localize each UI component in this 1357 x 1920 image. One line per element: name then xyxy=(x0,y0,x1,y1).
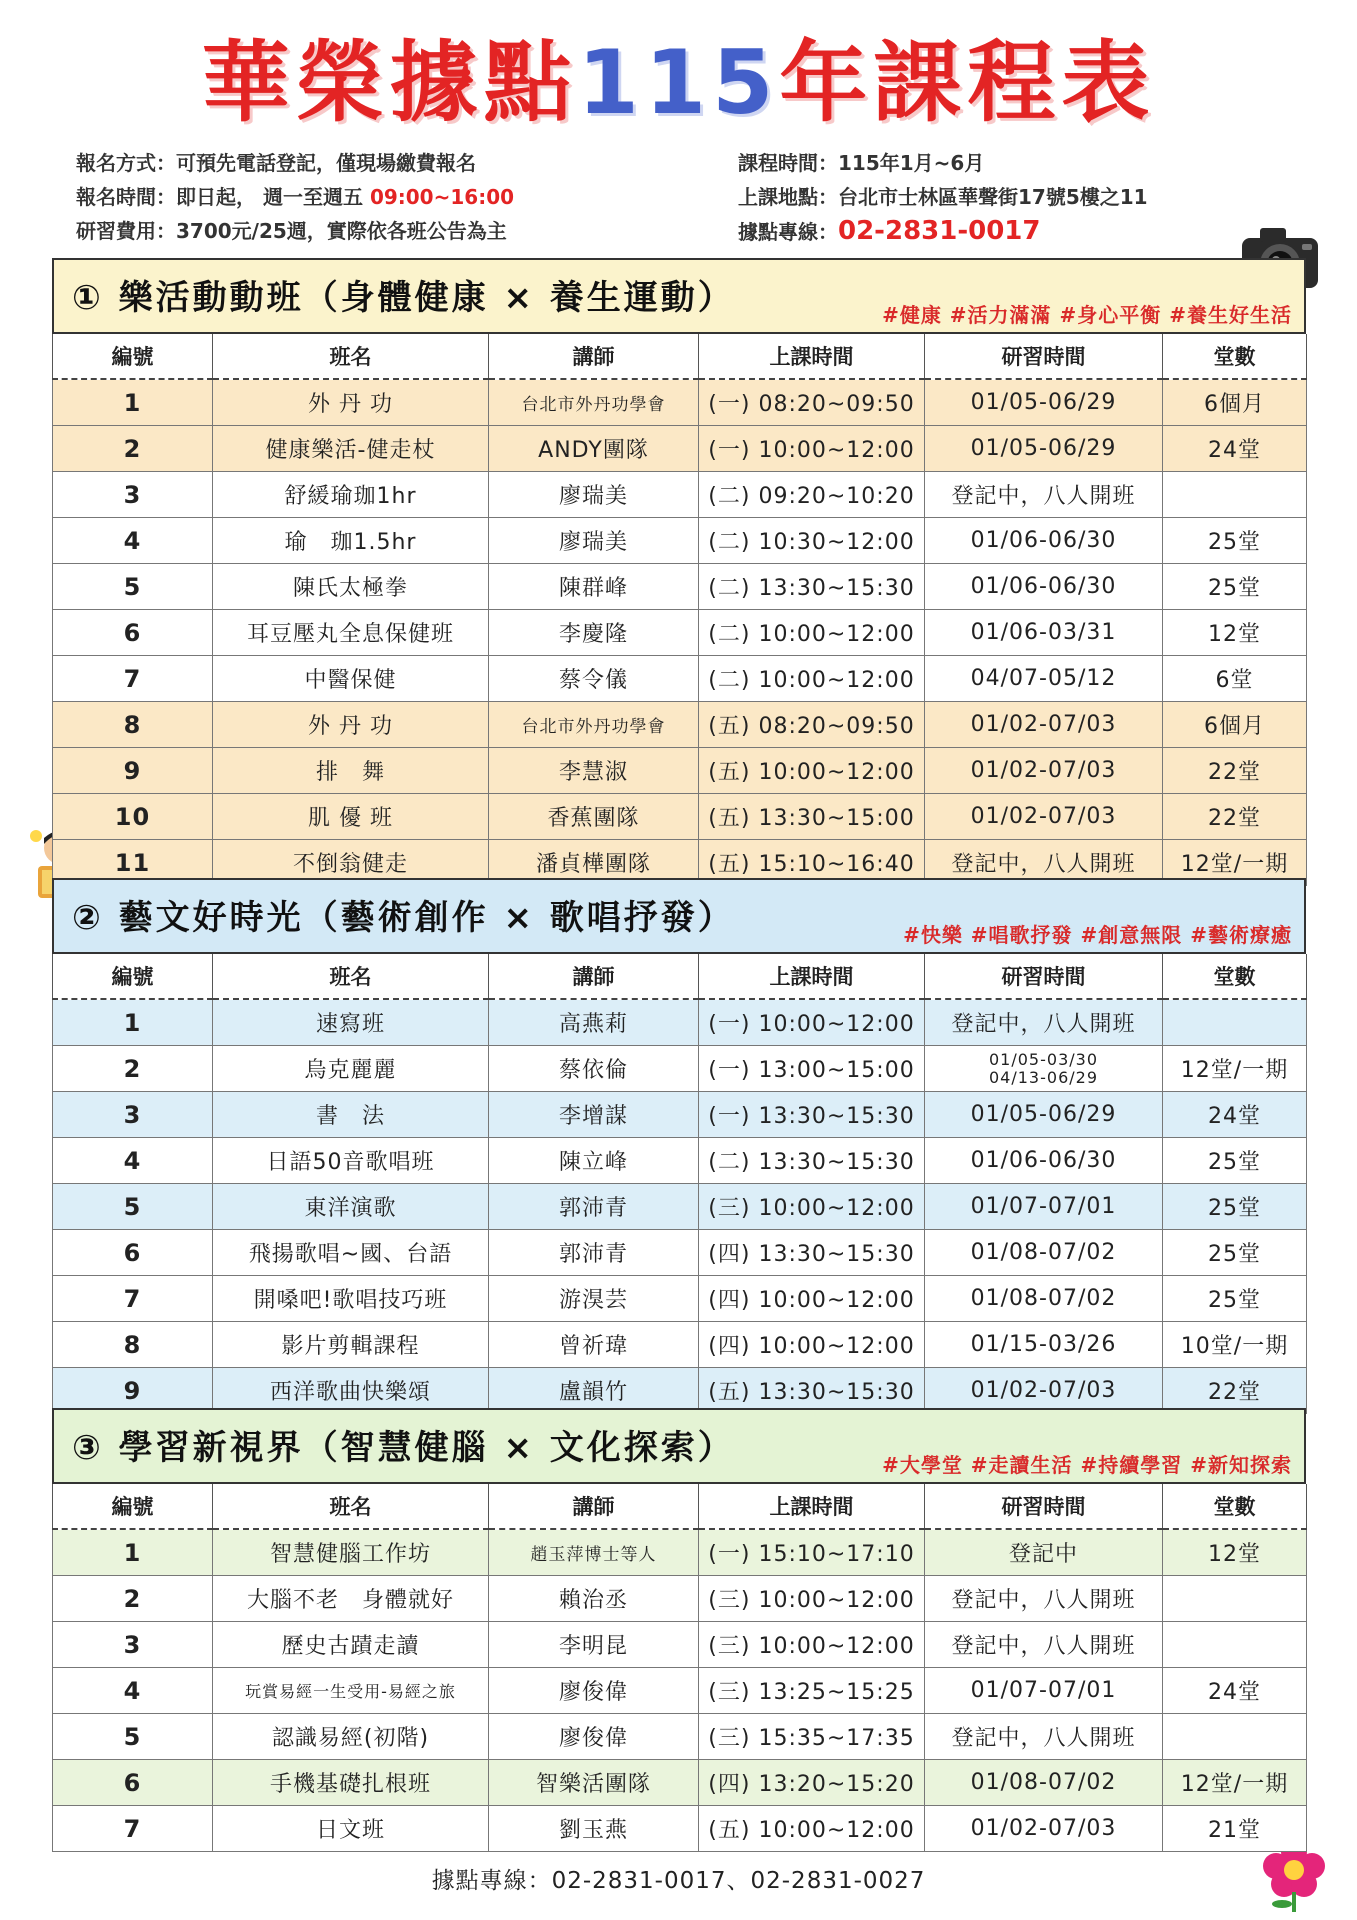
cell-teacher: 劉玉燕 xyxy=(489,1806,699,1852)
cell-teacher: 游湨芸 xyxy=(489,1276,699,1322)
cell-class-time: (二) 13:30~15:30 xyxy=(699,1138,925,1184)
cell-number: 2 xyxy=(53,1046,213,1092)
title-part2: 115 xyxy=(577,31,780,134)
cell-teacher: 蔡令儀 xyxy=(489,656,699,702)
cell-period: 登記中，八人開班 xyxy=(925,1576,1163,1622)
table-row xyxy=(53,1138,1307,1184)
cell-sessions: 25堂 xyxy=(1163,1138,1307,1184)
cell-period: 01/08-07/02 xyxy=(925,1276,1163,1322)
info-row-hotline: 據點專線：02-2831-0017 xyxy=(738,216,1041,246)
section-2 xyxy=(52,878,1306,1414)
cell-teacher: 潘貞樺團隊 xyxy=(489,840,699,886)
cell-teacher: 郭沛青 xyxy=(489,1184,699,1230)
cell-number: 5 xyxy=(53,1714,213,1760)
cell-sessions: 6堂 xyxy=(1163,656,1307,702)
section-title: ② 藝文好時光（藝術創作 × 歌唱抒發） xyxy=(72,898,735,938)
cell-sessions xyxy=(1163,472,1307,518)
cell-number: 9 xyxy=(53,1368,213,1414)
cell-teacher: 李明昆 xyxy=(489,1622,699,1668)
cell-number: 9 xyxy=(53,748,213,794)
cell-period: 01/02-07/03 xyxy=(925,748,1163,794)
cell-class-name: 健康樂活-健走杖 xyxy=(213,426,489,472)
cell-class-name: 智慧健腦工作坊 xyxy=(213,1529,489,1576)
cell-number: 7 xyxy=(53,1276,213,1322)
section-title: ① 樂活動動班（身體健康 × 養生運動） xyxy=(72,278,735,318)
cell-class-name: 肌 優 班 xyxy=(213,794,489,840)
cell-class-time: (五) 13:30~15:00 xyxy=(699,794,925,840)
cell-class-name: 日文班 xyxy=(213,1806,489,1852)
cell-sessions: 6個月 xyxy=(1163,379,1307,426)
cell-sessions: 24堂 xyxy=(1163,1092,1307,1138)
cell-sessions: 24堂 xyxy=(1163,426,1307,472)
section-tags: #健康 #活力滿滿 #身心平衡 #養生好生活 xyxy=(882,303,1292,327)
cell-period: 01/07-07/01 xyxy=(925,1668,1163,1714)
course-table xyxy=(52,1484,1307,1852)
cell-class-name: 烏克麗麗 xyxy=(213,1046,489,1092)
col-teacher: 講師 xyxy=(489,334,699,379)
cell-class-name: 排 舞 xyxy=(213,748,489,794)
cell-class-time: (五) 10:00~12:00 xyxy=(699,748,925,794)
cell-number: 7 xyxy=(53,1806,213,1852)
cell-sessions: 25堂 xyxy=(1163,1230,1307,1276)
cell-class-time: (一) 15:10~17:10 xyxy=(699,1529,925,1576)
cell-class-name: 日語50音歌唱班 xyxy=(213,1138,489,1184)
cell-period: 01/02-07/03 xyxy=(925,794,1163,840)
cell-class-time: (二) 10:00~12:00 xyxy=(699,610,925,656)
cell-class-name: 陳氏太極拳 xyxy=(213,564,489,610)
info-right xyxy=(738,146,1148,249)
table-header-row xyxy=(53,954,1307,999)
table-row xyxy=(53,1668,1307,1714)
cell-number: 6 xyxy=(53,610,213,656)
cell-sessions xyxy=(1163,1576,1307,1622)
cell-number: 11 xyxy=(53,840,213,886)
cell-class-time: (五) 15:10~16:40 xyxy=(699,840,925,886)
cell-period: 登記中，八人開班 xyxy=(925,999,1163,1046)
cell-class-name: 書 法 xyxy=(213,1092,489,1138)
cell-teacher: 郭沛青 xyxy=(489,1230,699,1276)
cell-teacher: 廖俊偉 xyxy=(489,1668,699,1714)
cell-sessions: 12堂/一期 xyxy=(1163,1046,1307,1092)
cell-class-name: 外 丹 功 xyxy=(213,379,489,426)
col-number: 編號 xyxy=(53,334,213,379)
cell-number: 6 xyxy=(53,1230,213,1276)
cell-period: 04/07-05/12 xyxy=(925,656,1163,702)
col-number: 編號 xyxy=(53,1484,213,1529)
cell-class-time: (一) 13:30~15:30 xyxy=(699,1092,925,1138)
cell-number: 5 xyxy=(53,564,213,610)
cell-period: 01/07-07/01 xyxy=(925,1184,1163,1230)
cell-class-time: (四) 10:00~12:00 xyxy=(699,1322,925,1368)
cell-period: 登記中，八人開班 xyxy=(925,1714,1163,1760)
cell-sessions: 25堂 xyxy=(1163,1276,1307,1322)
cell-class-name: 大腦不老 身體就好 xyxy=(213,1576,489,1622)
cell-period: 01/08-07/02 xyxy=(925,1230,1163,1276)
cell-teacher: 台北市外丹功學會 xyxy=(489,702,699,748)
table-row xyxy=(53,748,1307,794)
info-row-course-time: 課程時間：115年1月~6月 xyxy=(738,151,985,175)
cell-sessions: 6個月 xyxy=(1163,702,1307,748)
cell-number: 1 xyxy=(53,379,213,426)
cell-class-name: 瑜 珈1.5hr xyxy=(213,518,489,564)
section-tags: #大學堂 #走讀生活 #持續學習 #新知探索 xyxy=(882,1453,1292,1477)
cell-class-time: (三) 10:00~12:00 xyxy=(699,1576,925,1622)
cell-sessions: 25堂 xyxy=(1163,1184,1307,1230)
cell-class-name: 玩賞易經一生受用-易經之旅 xyxy=(213,1668,489,1714)
info-row-fee: 研習費用：3700元/25週，實際依各班公告為主 xyxy=(76,219,507,243)
table-row xyxy=(53,1046,1307,1092)
col-teacher: 講師 xyxy=(489,954,699,999)
table-row xyxy=(53,1714,1307,1760)
table-row xyxy=(53,999,1307,1046)
col-period: 研習時間 xyxy=(925,954,1163,999)
cell-class-name: 中醫保健 xyxy=(213,656,489,702)
table-row xyxy=(53,1760,1307,1806)
cell-class-name: 影片剪輯課程 xyxy=(213,1322,489,1368)
table-row xyxy=(53,794,1307,840)
cell-teacher: 陳立峰 xyxy=(489,1138,699,1184)
cell-sessions: 21堂 xyxy=(1163,1806,1307,1852)
cell-class-time: (一) 10:00~12:00 xyxy=(699,999,925,1046)
cell-class-name: 外 丹 功 xyxy=(213,702,489,748)
cell-class-time: (二) 10:30~12:00 xyxy=(699,518,925,564)
cell-sessions: 22堂 xyxy=(1163,748,1307,794)
cell-teacher: 高燕莉 xyxy=(489,999,699,1046)
table-row xyxy=(53,379,1307,426)
cell-class-time: (三) 10:00~12:00 xyxy=(699,1184,925,1230)
table-row xyxy=(53,564,1307,610)
cell-sessions: 12堂 xyxy=(1163,1529,1307,1576)
info-row-signup-method: 報名方式：可預先電話登記，僅現場繳費報名 xyxy=(76,151,476,175)
cell-number: 5 xyxy=(53,1184,213,1230)
cell-sessions: 12堂/一期 xyxy=(1163,840,1307,886)
cell-teacher: 李慶隆 xyxy=(489,610,699,656)
table-row xyxy=(53,1322,1307,1368)
col-sessions: 堂數 xyxy=(1163,1484,1307,1529)
cell-number: 4 xyxy=(53,1138,213,1184)
cell-class-time: (一) 13:00~15:00 xyxy=(699,1046,925,1092)
cell-class-time: (三) 15:35~17:35 xyxy=(699,1714,925,1760)
table-row xyxy=(53,1806,1307,1852)
table-row xyxy=(53,1529,1307,1576)
cell-period: 01/06-03/31 xyxy=(925,610,1163,656)
cell-class-name: 手機基礎扎根班 xyxy=(213,1760,489,1806)
table-row xyxy=(53,1622,1307,1668)
cell-class-name: 速寫班 xyxy=(213,999,489,1046)
cell-class-name: 舒緩瑜珈1hr xyxy=(213,472,489,518)
cell-number: 8 xyxy=(53,1322,213,1368)
cell-number: 4 xyxy=(53,1668,213,1714)
cell-number: 7 xyxy=(53,656,213,702)
cell-sessions: 10堂/一期 xyxy=(1163,1322,1307,1368)
cell-sessions: 22堂 xyxy=(1163,1368,1307,1414)
cell-class-name: 耳豆壓丸全息保健班 xyxy=(213,610,489,656)
cell-class-name: 開嗓吧!歌唱技巧班 xyxy=(213,1276,489,1322)
col-class-time: 上課時間 xyxy=(699,334,925,379)
cell-class-time: (四) 13:20~15:20 xyxy=(699,1760,925,1806)
cell-teacher: 賴治丞 xyxy=(489,1576,699,1622)
cell-period: 01/15-03/26 xyxy=(925,1322,1163,1368)
cell-class-time: (五) 13:30~15:30 xyxy=(699,1368,925,1414)
cell-teacher: 香蕉團隊 xyxy=(489,794,699,840)
table-row xyxy=(53,426,1307,472)
footer-hotline: 據點專線：02-2831-0017、02-2831-0027 xyxy=(431,1868,926,1894)
col-period: 研習時間 xyxy=(925,334,1163,379)
table-row xyxy=(53,472,1307,518)
cell-period: 登記中，八人開班 xyxy=(925,840,1163,886)
cell-class-time: (二) 09:20~10:20 xyxy=(699,472,925,518)
section-header xyxy=(52,258,1306,334)
table-row xyxy=(53,1276,1307,1322)
col-period: 研習時間 xyxy=(925,1484,1163,1529)
cell-class-time: (三) 10:00~12:00 xyxy=(699,1622,925,1668)
table-row xyxy=(53,702,1307,748)
cell-sessions xyxy=(1163,999,1307,1046)
cell-period: 01/06-06/30 xyxy=(925,518,1163,564)
cell-teacher: 智樂活團隊 xyxy=(489,1760,699,1806)
cell-class-name: 西洋歌曲快樂頌 xyxy=(213,1368,489,1414)
table-row xyxy=(53,610,1307,656)
cell-class-name: 東洋演歌 xyxy=(213,1184,489,1230)
section-3 xyxy=(52,1408,1306,1852)
cell-class-time: (一) 10:00~12:00 xyxy=(699,426,925,472)
course-table xyxy=(52,954,1307,1414)
cell-class-name: 飛揚歌唱~國、台語 xyxy=(213,1230,489,1276)
cell-class-time: (一) 08:20~09:50 xyxy=(699,379,925,426)
col-class-name: 班名 xyxy=(213,1484,489,1529)
cell-number: 1 xyxy=(53,1529,213,1576)
cell-number: 2 xyxy=(53,1576,213,1622)
cell-sessions xyxy=(1163,1714,1307,1760)
cell-period: 01/02-07/03 xyxy=(925,1368,1163,1414)
cell-period: 01/05-06/29 xyxy=(925,1092,1163,1138)
cell-period: 01/06-06/30 xyxy=(925,1138,1163,1184)
cell-number: 6 xyxy=(53,1760,213,1806)
cell-sessions xyxy=(1163,1622,1307,1668)
cell-period: 01/02-07/03 xyxy=(925,702,1163,748)
table-header-row xyxy=(53,334,1307,379)
table-row xyxy=(53,518,1307,564)
cell-number: 10 xyxy=(53,794,213,840)
cell-teacher: 李慧淑 xyxy=(489,748,699,794)
cell-teacher: 廖瑞美 xyxy=(489,518,699,564)
cell-teacher: 陳群峰 xyxy=(489,564,699,610)
page-title xyxy=(0,28,1357,138)
col-sessions: 堂數 xyxy=(1163,954,1307,999)
cell-class-time: (五) 10:00~12:00 xyxy=(699,1806,925,1852)
cell-number: 3 xyxy=(53,1622,213,1668)
cell-teacher: 曾祈瑋 xyxy=(489,1322,699,1368)
cell-period: 01/05-03/30 04/13-06/29 xyxy=(925,1046,1163,1092)
cell-teacher: 蔡依倫 xyxy=(489,1046,699,1092)
cell-number: 4 xyxy=(53,518,213,564)
cell-class-name: 歷史古蹟走讀 xyxy=(213,1622,489,1668)
cell-teacher: 趙玉萍博士等人 xyxy=(489,1529,699,1576)
cell-teacher: 台北市外丹功學會 xyxy=(489,379,699,426)
cell-sessions: 24堂 xyxy=(1163,1668,1307,1714)
cell-class-time: (二) 13:30~15:30 xyxy=(699,564,925,610)
cell-number: 8 xyxy=(53,702,213,748)
cell-class-name: 不倒翁健走 xyxy=(213,840,489,886)
table-header-row xyxy=(53,1484,1307,1529)
section-header xyxy=(52,1408,1306,1484)
cell-sessions: 25堂 xyxy=(1163,518,1307,564)
cell-period: 登記中 xyxy=(925,1529,1163,1576)
table-row xyxy=(53,1184,1307,1230)
table-row xyxy=(53,1368,1307,1414)
cell-period: 01/05-06/29 xyxy=(925,426,1163,472)
cell-teacher: 廖俊偉 xyxy=(489,1714,699,1760)
title-part1: 華榮據點 xyxy=(201,31,578,134)
col-class-time: 上課時間 xyxy=(699,1484,925,1529)
cell-period: 01/08-07/02 xyxy=(925,1760,1163,1806)
info-row-signup-time: 報名時間：即日起， 週一至週五 09:00~16:00 xyxy=(76,185,515,209)
cell-number: 2 xyxy=(53,426,213,472)
info-row-location: 上課地點：台北市士林區華聲街17號5樓之11 xyxy=(738,185,1148,209)
col-class-name: 班名 xyxy=(213,334,489,379)
cell-number: 3 xyxy=(53,472,213,518)
table-row xyxy=(53,656,1307,702)
info-left xyxy=(76,146,514,248)
table-row xyxy=(53,1576,1307,1622)
col-sessions: 堂數 xyxy=(1163,334,1307,379)
col-number: 編號 xyxy=(53,954,213,999)
col-teacher: 講師 xyxy=(489,1484,699,1529)
cell-sessions: 25堂 xyxy=(1163,564,1307,610)
cell-period: 01/02-07/03 xyxy=(925,1806,1163,1852)
section-1 xyxy=(52,258,1306,886)
cell-number: 1 xyxy=(53,999,213,1046)
cell-teacher: ANDY團隊 xyxy=(489,426,699,472)
cell-period: 01/06-06/30 xyxy=(925,564,1163,610)
col-class-time: 上課時間 xyxy=(699,954,925,999)
cell-number: 3 xyxy=(53,1092,213,1138)
cell-class-time: (三) 13:25~15:25 xyxy=(699,1668,925,1714)
section-tags: #快樂 #唱歌抒發 #創意無限 #藝術療癒 xyxy=(903,923,1292,947)
cell-teacher: 廖瑞美 xyxy=(489,472,699,518)
cell-class-time: (二) 10:00~12:00 xyxy=(699,656,925,702)
section-header xyxy=(52,878,1306,954)
cell-class-time: (四) 13:30~15:30 xyxy=(699,1230,925,1276)
cell-period: 01/05-06/29 xyxy=(925,379,1163,426)
title-part3: 年課程表 xyxy=(779,31,1156,134)
cell-teacher: 李增謀 xyxy=(489,1092,699,1138)
section-title: ③ 學習新視界（智慧健腦 × 文化探索） xyxy=(72,1428,735,1468)
cell-teacher: 盧韻竹 xyxy=(489,1368,699,1414)
table-row xyxy=(53,1092,1307,1138)
cell-class-time: (四) 10:00~12:00 xyxy=(699,1276,925,1322)
cell-sessions: 12堂 xyxy=(1163,610,1307,656)
cell-class-time: (五) 08:20~09:50 xyxy=(699,702,925,748)
table-row xyxy=(53,1230,1307,1276)
cell-sessions: 12堂/一期 xyxy=(1163,1760,1307,1806)
cell-period: 登記中，八人開班 xyxy=(925,1622,1163,1668)
cell-period: 登記中，八人開班 xyxy=(925,472,1163,518)
course-table xyxy=(52,334,1307,886)
cell-class-name: 認識易經(初階) xyxy=(213,1714,489,1760)
cell-sessions: 22堂 xyxy=(1163,794,1307,840)
col-class-name: 班名 xyxy=(213,954,489,999)
